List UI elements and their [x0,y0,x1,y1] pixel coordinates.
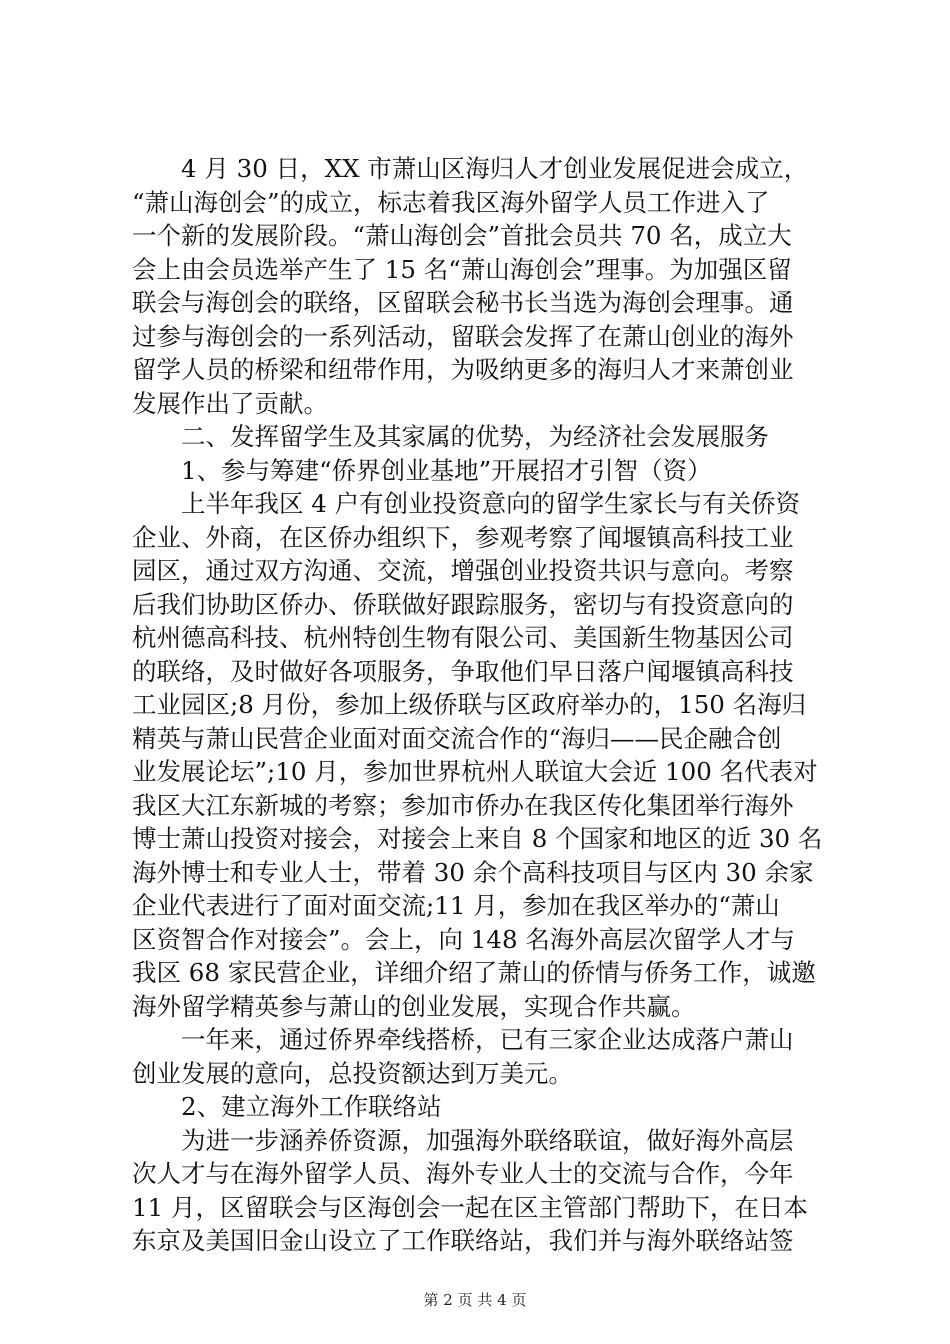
text-line: 区资智合作对接会”。会上，向 148 名海外高层次留学人才与 [132,924,795,954]
text-line: 11 月，区留联会与区海创会一起在区主管部门帮助下，在日本 [132,1192,808,1222]
text-line: 后我们协助区侨办、侨联做好跟踪服务，密切与有投资意向的 [132,589,794,619]
text-line: 创业发展的意向，总投资额达到万美元。 [132,1058,573,1088]
text-line: 精英与萧山民营企业面对面交流合作的“海归——民企融合创 [132,723,782,753]
text-line: 过参与海创会的一系列活动，留联会发挥了在萧山创业的海外 [132,321,794,351]
text-line: 海外留学精英参与萧山的创业发展，实现合作共赢。 [132,991,696,1021]
text-line: 我区 68 家民营企业，详细介绍了萧山的侨情与侨务工作，诚邀 [132,958,816,987]
text-line: 博士萧山投资对接会，对接会上来自 8 个国家和地区的近 30 名 [132,824,822,853]
text-line: 的联络，及时做好各项服务，争取他们早日落户闻堰镇高科技 [132,656,794,686]
text-line: 发展作出了贡献。 [132,388,328,418]
text-line: “萧山海创会”的成立，标志着我区海外留学人员工作进入了 [132,187,770,217]
text-line: 杭州德高科技、杭州特创生物有限公司、美国新生物基因公司 [132,623,794,652]
text-line: 我区大江东新城的考察；参加市侨办在我区传化集团举行海外 [132,790,794,820]
text-line: 工业园区;8 月份，参加上级侨联与区政府举办的，150 名海归 [132,690,807,719]
text-line: 企业代表进行了面对面交流;11 月，参加在我区举办的“萧山 [132,891,780,920]
text-line: 次人才与在海外留学人员、海外专业人士的交流与合作，今年 [132,1159,794,1188]
text-line: 东京及美国旧金山设立了工作联络站，我们并与海外联络站签 [132,1226,794,1255]
text-line: 企业、外商，在区侨办组织下，参观考察了闻堰镇高科技工业 [132,522,794,552]
text-line: 上半年我区 4 户有创业投资意向的留学生家长与有关侨资 [181,489,801,518]
text-line: 一个新的发展阶段。“萧山海创会”首批会员共 70 名，成立大 [132,221,792,250]
text-line: 园区，通过双方沟通、交流，增强创业投资共识与意向。考察 [132,556,794,585]
text-line: 4 月 30 日，XX 市萧山区海归人才创业发展促进会成立， [181,154,809,183]
text-line: 业发展论坛”;10 月，参加世界杭州人联谊大会近 100 名代表对 [132,757,818,786]
text-line: 联会与海创会的联络，区留联会秘书长当选为海创会理事。通 [132,288,794,317]
text-line: 海外博士和专业人士，带着 30 余个高科技项目与区内 30 余家 [132,857,814,887]
text-line: 2、建立海外工作联络站 [181,1092,442,1121]
text-line: 留学人员的桥梁和纽带作用，为吸纳更多的海归人才来萧创业 [132,355,794,384]
text-line: 会上由会员选举产生了 15 名“萧山海创会”理事。为加强区留 [132,254,792,284]
text-line: 一年来，通过侨界牵线搭桥，已有三家企业达成落户萧山 [181,1025,794,1054]
text-line: 二、发挥留学生及其家属的优势，为经济社会发展服务 [181,422,769,451]
text-line: 为进一步涵养侨资源，加强海外联络联谊，做好海外高层 [181,1125,794,1155]
text-line: 1、参与筹建“侨界创业基地”开展招才引智（资） [181,455,712,485]
body-text [132,152,822,1258]
page-footer: 第 2 页 共 4 页 [423,1291,527,1309]
